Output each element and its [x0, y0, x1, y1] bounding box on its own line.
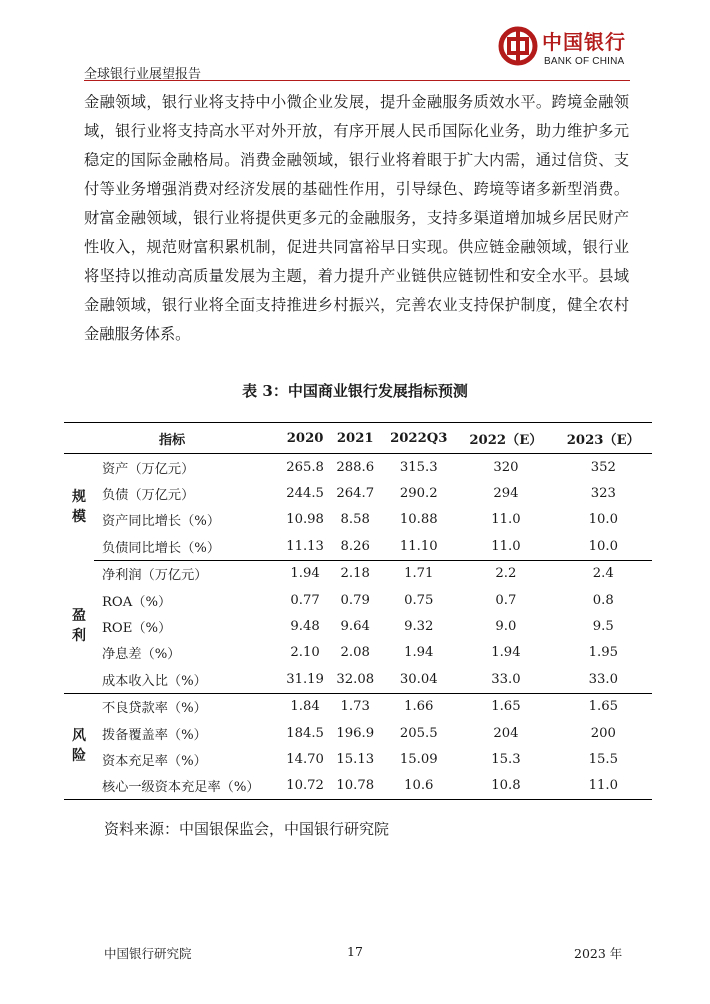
cell: 15.3 [491, 751, 521, 767]
cell: 10.98 [286, 512, 324, 528]
cell: 15.09 [399, 751, 438, 767]
table-row [64, 693, 652, 720]
cell: 2.08 [340, 645, 370, 661]
cell: 244.5 [286, 486, 324, 502]
cell: 1.95 [588, 645, 618, 661]
row-label: 不良贷款率（%） [102, 701, 207, 717]
cell: 1.65 [491, 699, 521, 715]
cell: 0.79 [340, 592, 370, 608]
cell: 196.9 [336, 725, 375, 741]
header-indicator: 指标 [64, 423, 280, 454]
logo-english-name: BANK OF CHINA [544, 56, 625, 67]
table-row [64, 587, 652, 613]
cell: 352 [590, 459, 616, 475]
cell: 9.5 [592, 619, 614, 635]
cell: 32.08 [330, 666, 380, 693]
table-row [64, 533, 652, 560]
cell: 1.71 [404, 566, 434, 582]
header-2021: 2021 [330, 423, 380, 454]
table-row [64, 613, 652, 639]
cell: 8.58 [340, 512, 370, 528]
row-label: 净利润（万亿元） [102, 568, 208, 584]
cell: 10.78 [330, 773, 380, 800]
table-row [64, 454, 652, 481]
cell: 0.75 [404, 592, 434, 608]
header-2020: 2020 [280, 423, 330, 454]
cell: 10.88 [399, 512, 438, 528]
row-label: 负债（万亿元） [102, 488, 195, 504]
cell: 2.2 [495, 566, 517, 582]
bank-logo [496, 22, 636, 78]
cell: 31.19 [280, 666, 330, 693]
cell: 184.5 [286, 725, 324, 741]
table-row [64, 746, 652, 772]
table-row [64, 560, 652, 587]
header-2022e: 2022（E） [457, 423, 554, 454]
table-row [64, 720, 652, 746]
page-number: 17 [347, 944, 363, 959]
bank-of-china-emblem-icon [498, 26, 538, 66]
cell: 14.70 [286, 751, 324, 767]
row-label: 成本收入比（%） [94, 666, 280, 693]
cell: 2.4 [592, 566, 614, 582]
cell: 1.73 [340, 699, 370, 715]
row-label: 负债同比增长（%） [94, 533, 280, 560]
cell: 2.18 [340, 566, 370, 582]
footer-year: 2023 年 [574, 946, 623, 961]
category-risk: 风险 [64, 693, 94, 800]
cell: 10.0 [555, 533, 652, 560]
table-title: 表 3：中国商业银行发展指标预测 [242, 382, 468, 400]
cell: 33.0 [457, 666, 554, 693]
cell: 294 [493, 486, 519, 502]
cell: 315.3 [399, 459, 438, 475]
row-label: ROE（%） [102, 621, 172, 637]
cell: 200 [590, 725, 616, 741]
cell: 1.65 [588, 699, 618, 715]
table-header-row [64, 423, 652, 454]
cell: 1.66 [404, 699, 434, 715]
cell: 1.94 [404, 645, 434, 661]
footer-institute: 中国银行研究院 [104, 946, 192, 961]
cell: 204 [493, 725, 519, 741]
header-2022q3: 2022Q3 [380, 423, 457, 454]
cell: 8.26 [330, 533, 380, 560]
table-row [64, 666, 652, 693]
body-paragraph: 金融领域，银行业将支持中小微企业发展，提升金融服务质效水平。跨境金融领域，银行业将支持高水平对外开放，有序开展人民币国际化业务，助力维护多元稳定的国际金融格局。消费金融领域，银行业将着眼于扩大内需，通过信贷、支付等业务增强消费对经济发展的基础性作用，引导绿色、跨境等诸多新型消费。财富金融领域，银行业将提供更多元的金融服务，支持多渠道增加城乡居民财产性收入，规范财富积累机制，促进共同富裕早日实现。供应链金融领域，银行业将坚持以推动高质量发展为主题，着力提升产业链供应链韧性和安全水平。县域金融领域，银行业将全面支持推进乡村振兴，完善农业支持保护制度，健全农村金融服务体系。 [84, 93, 629, 343]
cell: 0.8 [592, 592, 614, 608]
forecast-table [64, 422, 652, 800]
cell: 0.77 [290, 592, 320, 608]
category-scale: 规模 [72, 489, 86, 526]
table-row [64, 773, 652, 800]
cell: 288.6 [336, 459, 375, 475]
row-label: 拨备覆盖率（%） [102, 727, 207, 743]
cell: 30.04 [380, 666, 457, 693]
table-row [64, 640, 652, 666]
category-profit: 盈利 [64, 560, 94, 693]
table-row [64, 507, 652, 533]
logo-chinese-name: 中国银行 [542, 30, 626, 54]
cell: 11.0 [457, 533, 554, 560]
cell: 10.6 [380, 773, 457, 800]
cell: 290.2 [399, 486, 438, 502]
data-source-note: 资料来源：中国银保监会，中国银行研究院 [104, 820, 390, 838]
row-label: 资产同比增长（%） [102, 514, 221, 530]
cell: 15.5 [588, 751, 618, 767]
report-title: 全球银行业展望报告 [84, 67, 202, 82]
cell: 10.72 [280, 773, 330, 800]
cell: 10.0 [588, 512, 618, 528]
cell: 320 [493, 459, 519, 475]
cell: 0.7 [495, 592, 517, 608]
cell: 11.10 [380, 533, 457, 560]
cell: 9.64 [340, 619, 370, 635]
cell: 1.94 [290, 566, 320, 582]
row-label: ROA（%） [102, 594, 172, 610]
cell: 15.13 [336, 751, 375, 767]
cell: 11.0 [491, 512, 521, 528]
cell: 1.84 [290, 699, 320, 715]
row-label: 核心一级资本充足率（%） [94, 773, 280, 800]
header-divider [84, 80, 630, 81]
cell: 10.8 [457, 773, 554, 800]
cell: 323 [590, 486, 616, 502]
cell: 265.8 [286, 459, 324, 475]
cell: 1.94 [491, 645, 521, 661]
row-label: 净息差（%） [102, 647, 181, 663]
row-label: 资产（万亿元） [102, 461, 195, 477]
cell: 11.13 [280, 533, 330, 560]
cell: 9.48 [290, 619, 320, 635]
cell: 205.5 [399, 725, 438, 741]
table-row [64, 480, 652, 506]
cell: 9.0 [495, 619, 517, 635]
row-label: 资本充足率（%） [102, 753, 207, 769]
cell: 33.0 [555, 666, 652, 693]
cell: 9.32 [404, 619, 434, 635]
header-2023e: 2023（E） [555, 423, 652, 454]
cell: 2.10 [290, 645, 320, 661]
cell: 11.0 [555, 773, 652, 800]
cell: 264.7 [336, 486, 375, 502]
